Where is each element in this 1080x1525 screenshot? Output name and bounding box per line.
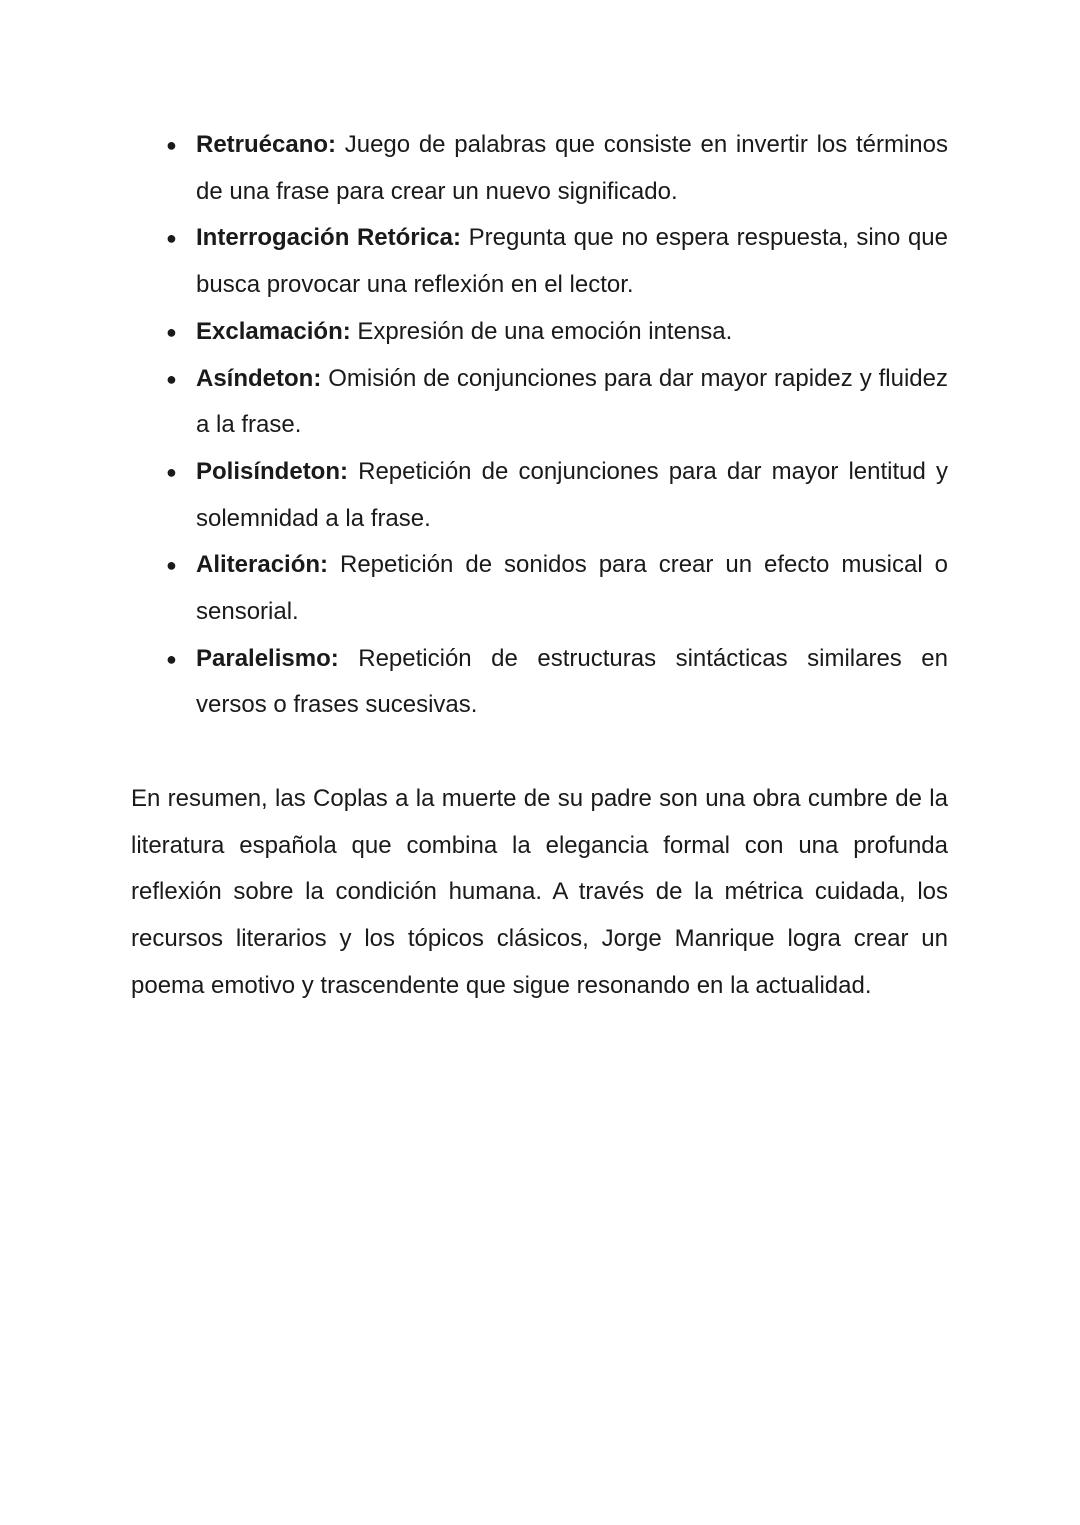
term-label: Paralelismo: <box>196 644 339 672</box>
bullet-icon: ● <box>166 135 177 155</box>
summary-paragraph: En resumen, las Coplas a la muerte de su padre son una obra cumbre de la literatura española que combina la elegancia formal con una profunda reflexión sobre la condición humana. A través de la métrica cuidada, los recursos literarios y los tópicos clásicos, Jorge Manrique logra crear un poema emotivo y trascendente que sigue resonando en la actualidad. <box>131 785 948 999</box>
term-definition: Juego de palabras que consiste en invertir los términos de una frase para crear un nuevo significado. <box>196 131 948 205</box>
term-label: Aliteración: <box>196 551 329 579</box>
term-definition: Pregunta que no espera respuesta, sino que busca provocar una reflexión en el lector. <box>196 224 949 299</box>
term-definition: Expresión de una emoción intensa. <box>357 317 733 345</box>
term-definition: Omisión de conjunciones para dar mayor rapidez y fluidez a la frase. <box>196 364 948 439</box>
bullet-icon: ● <box>166 321 177 342</box>
term-label: Retruécano: <box>196 131 337 158</box>
term-label: Polisíndeton: <box>196 457 348 485</box>
term-label: Interrogación Retórica: <box>196 224 461 252</box>
list-item <box>166 356 948 449</box>
list-item <box>166 636 949 729</box>
list-item <box>166 122 948 215</box>
bullet-icon: ● <box>166 555 177 576</box>
term-label: Asíndeton: <box>196 364 322 392</box>
bullet-icon: ● <box>166 368 177 389</box>
list-item <box>166 449 948 542</box>
list-item <box>166 542 948 635</box>
bullet-icon: ● <box>166 648 177 669</box>
term-definition: Repetición de estructuras sintácticas similares en versos o frases sucesivas. <box>196 644 949 719</box>
bullet-icon: ● <box>166 461 177 482</box>
term-definition: Repetición de conjunciones para dar mayor lentitud y solemnidad a la frase. <box>196 457 948 532</box>
list-item <box>166 215 949 308</box>
bullet-icon: ● <box>166 228 177 249</box>
rhetorical-figures-list <box>166 122 949 729</box>
list-item <box>166 309 948 356</box>
term-label: Exclamación: <box>196 317 351 345</box>
term-definition: Repetición de sonidos para crear un efecto musical o sensorial. <box>196 551 948 626</box>
